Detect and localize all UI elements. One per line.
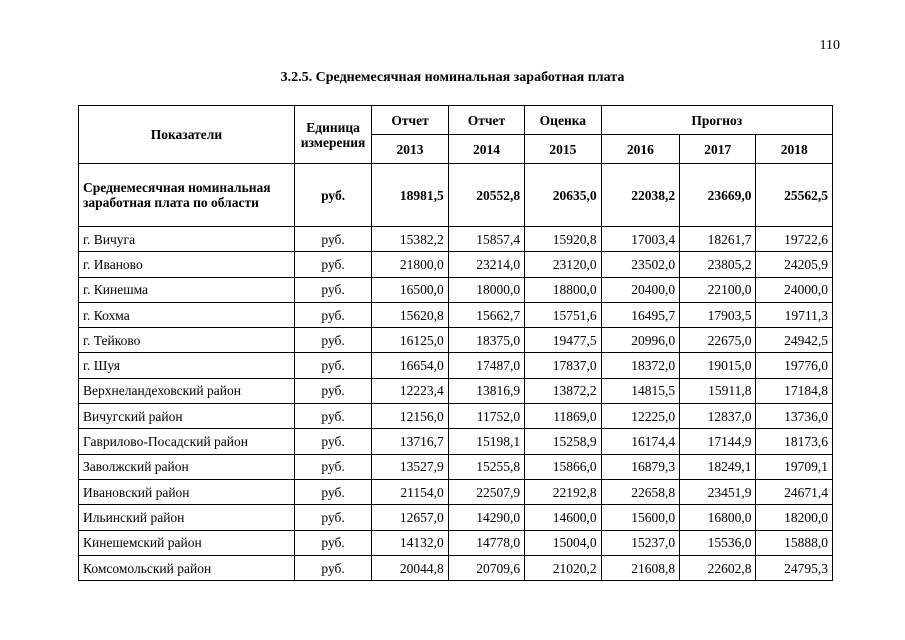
row-name: г. Вичуга [79,227,295,252]
row-name: г. Кохма [79,302,295,327]
row-value: 21800,0 [372,252,448,277]
row-value: 19722,6 [756,227,833,252]
header-report-2: Отчет [448,106,524,135]
row-value: 13872,2 [525,378,601,403]
row-value: 17487,0 [448,353,524,378]
row-value: 12837,0 [680,404,756,429]
row-value: 23120,0 [525,252,601,277]
table-row [79,302,833,327]
row-unit: руб. [294,328,371,353]
row-value: 21608,8 [601,555,679,580]
row-value: 22100,0 [680,277,756,302]
row-value: 12657,0 [372,505,448,530]
row-name: Заволжский район [79,454,295,479]
row-unit: руб. [294,252,371,277]
row-value: 18249,1 [680,454,756,479]
row-value: 24942,5 [756,328,833,353]
row-value: 12225,0 [601,404,679,429]
row-value: 15382,2 [372,227,448,252]
row-value: 21154,0 [372,479,448,504]
row-name: Кинешемский район [79,530,295,555]
row-value: 12223,4 [372,378,448,403]
row-value: 19711,3 [756,302,833,327]
summary-row [79,164,833,227]
row-unit: руб. [294,378,371,403]
row-value: 15620,8 [372,302,448,327]
row-value: 16879,3 [601,454,679,479]
header-estimate: Оценка [525,106,601,135]
summary-value: 23669,0 [680,164,756,227]
row-name: Вичугский район [79,404,295,429]
row-value: 20400,0 [601,277,679,302]
summary-value: 20552,8 [448,164,524,227]
row-value: 14290,0 [448,505,524,530]
row-value: 15255,8 [448,454,524,479]
row-value: 20044,8 [372,555,448,580]
row-value: 16500,0 [372,277,448,302]
row-value: 24000,0 [756,277,833,302]
row-value: 17144,9 [680,429,756,454]
header-forecast: Прогноз [601,106,832,135]
summary-value: 22038,2 [601,164,679,227]
row-value: 16174,4 [601,429,679,454]
row-value: 22602,8 [680,555,756,580]
header-row-1 [79,106,833,135]
row-value: 12156,0 [372,404,448,429]
salary-table [78,105,833,581]
header-report-1: Отчет [372,106,448,135]
row-value: 13527,9 [372,454,448,479]
row-value: 21020,2 [525,555,601,580]
section-title: 3.2.5. Среднемесячная номинальная заработная плата [280,70,625,85]
row-value: 24671,4 [756,479,833,504]
header-year: 2016 [601,135,679,164]
table-row [79,555,833,580]
summary-name: Среднемесячная номинальная заработная плата по области [79,164,295,227]
row-name: Верхнеландеховский район [79,378,295,403]
row-value: 22507,9 [448,479,524,504]
row-value: 15920,8 [525,227,601,252]
row-name: г. Кинешма [79,277,295,302]
row-value: 24795,3 [756,555,833,580]
row-value: 11752,0 [448,404,524,429]
row-unit: руб. [294,353,371,378]
table-row [79,353,833,378]
header-unit: Единица измерения [294,106,371,164]
row-unit: руб. [294,555,371,580]
row-unit: руб. [294,302,371,327]
row-value: 19776,0 [756,353,833,378]
table-row [79,378,833,403]
summary-unit: руб. [294,164,371,227]
row-name: Гаврилово-Посадский район [79,429,295,454]
summary-value: 18981,5 [372,164,448,227]
row-value: 15600,0 [601,505,679,530]
row-value: 16495,7 [601,302,679,327]
row-value: 23214,0 [448,252,524,277]
row-value: 14600,0 [525,505,601,530]
row-name: Комсомольский район [79,555,295,580]
table-row [79,505,833,530]
row-value: 18200,0 [756,505,833,530]
row-value: 15866,0 [525,454,601,479]
row-value: 17003,4 [601,227,679,252]
row-value: 19477,5 [525,328,601,353]
header-year: 2017 [680,135,756,164]
row-unit: руб. [294,404,371,429]
page-number: 110 [819,38,840,53]
row-unit: руб. [294,505,371,530]
row-value: 18173,6 [756,429,833,454]
row-name: г. Тейково [79,328,295,353]
row-value: 18375,0 [448,328,524,353]
row-value: 15004,0 [525,530,601,555]
row-value: 13816,9 [448,378,524,403]
header-indicators: Показатели [79,106,295,164]
row-value: 19709,1 [756,454,833,479]
row-unit: руб. [294,479,371,504]
row-name: г. Шуя [79,353,295,378]
row-value: 22658,8 [601,479,679,504]
row-value: 15888,0 [756,530,833,555]
row-value: 15536,0 [680,530,756,555]
row-unit: руб. [294,454,371,479]
row-value: 14132,0 [372,530,448,555]
table-row [79,479,833,504]
row-value: 15911,8 [680,378,756,403]
row-value: 20709,6 [448,555,524,580]
header-year: 2015 [525,135,601,164]
row-value: 15857,4 [448,227,524,252]
table-row [79,454,833,479]
row-value: 15258,9 [525,429,601,454]
row-value: 23451,9 [680,479,756,504]
table-row [79,404,833,429]
row-value: 15662,7 [448,302,524,327]
row-value: 20996,0 [601,328,679,353]
row-value: 23502,0 [601,252,679,277]
row-value: 15198,1 [448,429,524,454]
row-value: 19015,0 [680,353,756,378]
row-value: 14815,5 [601,378,679,403]
header-year: 2014 [448,135,524,164]
row-value: 17184,8 [756,378,833,403]
row-value: 18000,0 [448,277,524,302]
row-value: 16654,0 [372,353,448,378]
row-value: 17903,5 [680,302,756,327]
table-row [79,429,833,454]
row-unit: руб. [294,277,371,302]
row-name: г. Иваново [79,252,295,277]
row-value: 18800,0 [525,277,601,302]
summary-value: 25562,5 [756,164,833,227]
row-value: 22192,8 [525,479,601,504]
row-value: 17837,0 [525,353,601,378]
row-unit: руб. [294,530,371,555]
row-value: 16125,0 [372,328,448,353]
row-unit: руб. [294,227,371,252]
header-year: 2013 [372,135,448,164]
summary-value: 20635,0 [525,164,601,227]
table-row [79,277,833,302]
row-value: 13716,7 [372,429,448,454]
table-row [79,328,833,353]
row-value: 15751,6 [525,302,601,327]
row-name: Ивановский район [79,479,295,504]
row-value: 24205,9 [756,252,833,277]
row-value: 15237,0 [601,530,679,555]
row-value: 23805,2 [680,252,756,277]
header-year: 2018 [756,135,833,164]
row-unit: руб. [294,429,371,454]
row-value: 16800,0 [680,505,756,530]
row-value: 14778,0 [448,530,524,555]
row-value: 22675,0 [680,328,756,353]
row-name: Ильинский район [79,505,295,530]
table-row [79,252,833,277]
table-row [79,530,833,555]
table-row [79,227,833,252]
row-value: 18372,0 [601,353,679,378]
row-value: 11869,0 [525,404,601,429]
row-value: 13736,0 [756,404,833,429]
row-value: 18261,7 [680,227,756,252]
